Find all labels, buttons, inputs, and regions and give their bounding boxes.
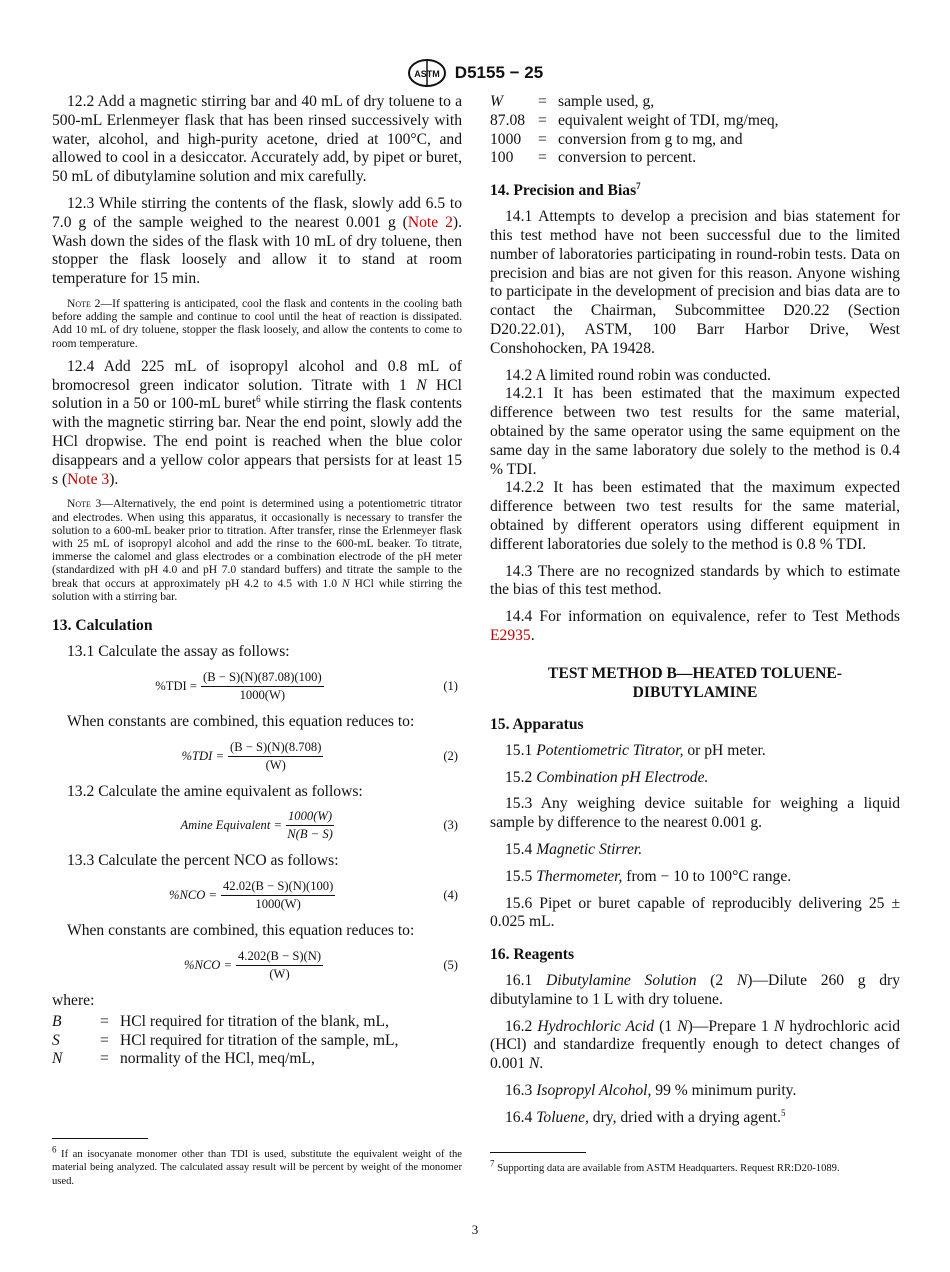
note-2: Note 2—If spattering is anticipated, cool the flask and contents in the cooling bath before adding the sample and continue to cool until the heat of reaction is dissipated. Add 10 mL of dry toluene, stopper the flask loosely, and allow the contents to come to room temperature. (52, 296, 462, 350)
para-14-2-2: 14.2.2 It has been estimated that the maximum expected difference between two test results for the same material, obtained by different operators using different equipment in different laboratories due solely to the method is 0.8 % TDI. (490, 479, 900, 553)
document-code: D5155 − 25 (454, 63, 544, 82)
para-16-3: 16.3 Isopropyl Alcohol, 99 % minimum purity. (505, 1082, 797, 1100)
note-3-link[interactable]: Note 3 (67, 470, 110, 488)
para-12-3: 12.3 While stirring the contents of the flask, slowly add 6.5 to 7.0 g of the sample weighed to the nearest 0.001 g (Note 2). Wash down the sides of the flask with 10 mL of dry toluene, then stopper the flask loosely and allow it to stand at room temperature for 15 min. (52, 194, 462, 288)
para-13-3: 13.3 Calculate the percent NCO as follows: (67, 852, 339, 870)
right-column (490, 93, 900, 1136)
note-2-link[interactable]: Note 2 (407, 213, 453, 231)
para-15-5: 15.5 Thermometer, from − 10 to 100°C range. (505, 867, 792, 885)
para-14-2: 14.2 A limited round robin was conducted. (505, 366, 771, 384)
footnote-7: $^7$ Supporting data are available from ASTM Headquarters. Request RR:D20-1089. (490, 1158, 840, 1174)
para-16-4: 16.4 Toluene, dry, dried with a drying agent.$^5$ (505, 1107, 786, 1126)
para-15-6: 15.6 Pipet or buret capable of reproducibly delivering 25 ± 0.025 mL. (490, 894, 900, 931)
note-3: Note 3—Alternatively, the end point is determined using a potentiometric titrator and electrodes. When using this apparatus, it occasionally is necessary to transfer the solution to a 600-mL beaker prior to titration. After transfer, rinse the Erlenmeyer flask with 25 mL of isopropyl alcohol and add the rinse to the 600-mL beaker. To titrate, immerse the calomel and glass electrodes or a combination electrode of the pH meter (standardized with pH 4.0 and pH 7.0 standard buffers) and titrate the sample to the break that occurs at approximately pH 4.2 to 4.5 with 1.0 N HCl while stirring the solution with a stirring bar. (52, 497, 462, 603)
page-number: 3 (471, 1222, 479, 1237)
left-column (52, 93, 462, 1069)
variable-row: 100 = conversion to percent. (490, 149, 697, 167)
equation-5: %NCO = $\frac{4.202(B - S)(N)}{(W)}$ (5) (183, 948, 458, 981)
astm-logo-icon (407, 58, 447, 88)
footnote-6: $^6$ If an isocyanate monomer other than TDI is used, substitute the equivalent weight of the material being analyzed. The calculated assay result will be percent by weight of the monomer used. (52, 1144, 462, 1187)
method-b-heading: TEST METHOD B—HEATED TOLUENE-DIBUTYLAMINE (548, 664, 842, 701)
para-15-1: 15.1 Potentiometric Titrator, or pH meter. (505, 741, 766, 759)
para-12-2: 12.2 Add a magnetic stirring bar and 40 mL of dry toluene to a 500-mL Erlenmeyer flask that has been rinsed successively with water, alcohol, and high-purity acetone, dried at 100°C, and allowed to cool in a desiccator. Accurately add, by pipet or buret, 50 mL of dibutylamine solution and mix carefully. (52, 93, 462, 186)
para-14-1: 14.1 Attempts to develop a precision and bias statement for this test method have not been successful due to the limited number of laboratories participating in round-robin tests. Data on precision and bias are not given for this reason. Anyone wishing to participate in the development of precision and bias data are to contact the Chairman, Subcommittee D20.22 (Section D20.22.01), ASTM, 100 Barr Harbor Drive, West Conshohocken, PA 19428. (490, 208, 900, 357)
variable-row: S = HCl required for titration of the sample, mL, (52, 1031, 399, 1049)
equation-2: %TDI = $\frac{(B - S)(N)(8.708)}{(W)}$ (2) (181, 739, 458, 772)
variable-list-left (52, 1013, 462, 1069)
para-13-1: 13.1 Calculate the assay as follows: (67, 642, 290, 660)
variable-list-right (490, 93, 900, 168)
variable-row: 1000 = conversion from g to mg, and (490, 130, 743, 148)
svg-text:ASTM: ASTM (414, 69, 440, 79)
para-14-2-1: 14.2.1 It has been estimated that the maximum expected difference between two test results for the same material, obtained by the same operator using the same equipment on the same day in the same laboratory due solely to the method is 0.4 % TDI. (490, 385, 900, 478)
where-label: where: (52, 991, 95, 1009)
variable-row: N = normality of the HCl, meq/mL, (52, 1050, 315, 1068)
e2935-link[interactable]: E2935 (490, 626, 531, 644)
para-combined-1: When constants are combined, this equation reduces to: (67, 712, 415, 730)
equation-4: %NCO = $\frac{42.02(B - S)(N)(100)}{1000(W)}$ (4) (168, 879, 458, 912)
section-14-heading: 14. Precision and Bias$^7$ (490, 181, 641, 200)
variable-row: W = sample used, g, (490, 93, 655, 110)
variable-row: 87.08 = equivalent weight of TDI, mg/meq, (490, 111, 779, 129)
para-14-4: 14.4 For information on equivalence, refer to Test Methods E2935. (490, 608, 900, 644)
para-15-3: 15.3 Any weighing device suitable for weighing a liquid sample by difference to the nearest 0.001 g. (490, 795, 900, 832)
para-12-4: 12.4 Add 225 mL of isopropyl alcohol and 0.8 mL of bromocresol green indicator solution. Titrate with 1 N HCl solution in a 50 or 100-mL buret$^6$ while stirring the flask contents with the magnetic stirring bar. Near the end point, slowly add the HCl dropwise. The end point is reached when the blue color disappears and a yellow color appears that persists for at least 15 s (Note 3). (52, 357, 462, 488)
section-15-heading: 15. Apparatus (490, 715, 584, 733)
section-13-heading: 13. Calculation (52, 616, 153, 634)
para-15-4: 15.4 Magnetic Stirrer. (505, 840, 643, 858)
equation-1: %TDI = $\frac{(B - S)(N)(87.08)(100)}{1000(W)}$ (1) (155, 669, 458, 702)
page-header (0, 58, 950, 88)
section-16-heading: 16. Reagents (490, 946, 575, 964)
para-15-2: 15.2 Combination pH Electrode. (505, 768, 709, 786)
para-combined-2: When constants are combined, this equation reduces to: (67, 922, 415, 940)
para-13-2: 13.2 Calculate the amine equivalent as follows: (67, 782, 363, 800)
footnote-rule-left (52, 1138, 148, 1139)
para-16-2: 16.2 Hydrochloric Acid (1 N)—Prepare 1 N hydrochloric acid (HCl) and standardize frequently enough to detect changes of 0.001 N. (490, 1017, 901, 1073)
footnote-rule-right (490, 1152, 586, 1153)
para-16-1: 16.1 Dibutylamine Solution (2 N)—Dilute 260 g dry dibutylamine to 1 L with dry toluene. (490, 972, 901, 1008)
equation-3: Amine Equivalent = $\frac{1000(W)}{N(B - S)}$ (3) (180, 809, 458, 842)
para-14-3: 14.3 There are no recognized standards by which to estimate the bias of this test method. (490, 562, 900, 599)
variable-row: B = HCl required for titration of the blank, mL, (52, 1012, 389, 1030)
